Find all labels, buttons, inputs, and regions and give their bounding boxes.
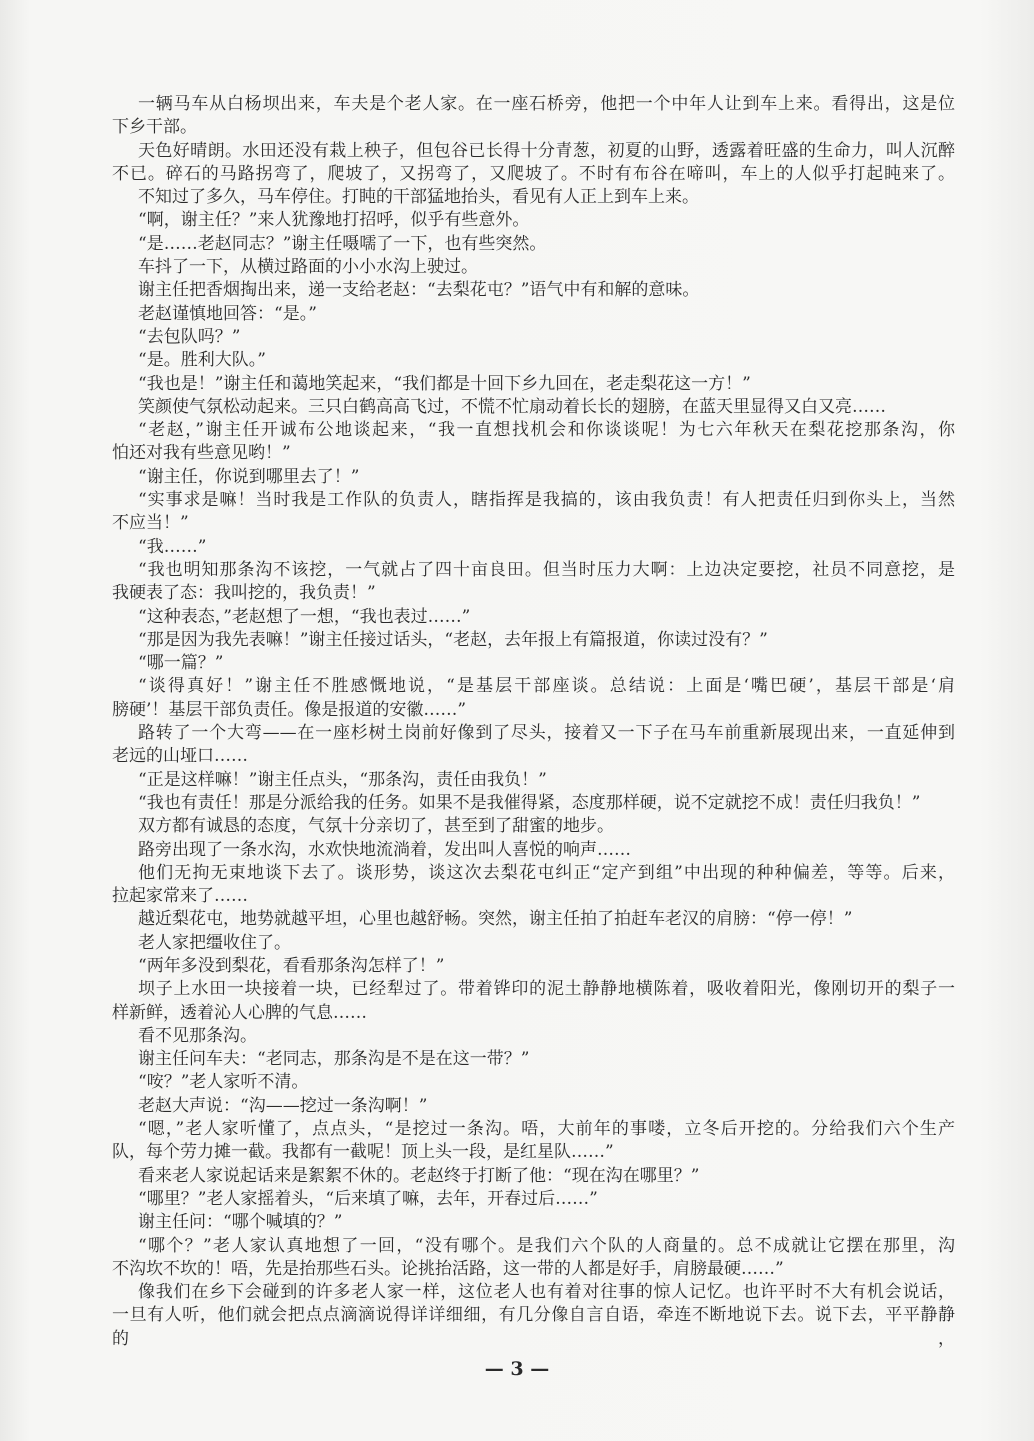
text-line: 越近梨花屯，地势就越平坦，心里也越舒畅。突然，谢主任拍了拍赶车老汉的肩膀：“停一停！” xyxy=(138,909,853,930)
text-line: “啊，谢主任？”来人犹豫地打招呼，似乎有些意外。 xyxy=(138,210,530,231)
text-line: 拉起家常来了…… xyxy=(112,886,248,907)
text-line: 老远的山垭口…… xyxy=(112,746,248,767)
text-line: “嗯，”老人家听懂了，点点头，“是挖过一条沟。唔，大前年的事喽，立冬后开挖的。分给我们六个生产 xyxy=(138,1119,955,1140)
text-line: “这种表态，”老赵想了一想，“我也表过……” xyxy=(138,606,471,627)
page-number: — 3 — xyxy=(484,1358,550,1380)
text-line: 谢主任问车夫：“老同志，那条沟是不是在这一带？” xyxy=(138,1049,530,1070)
text-line: 不知过了多久，马车停住。打盹的干部猛地抬头，看见有人正上到车上来。 xyxy=(138,187,699,208)
text-line: 坝子上水田一块接着一块，已经犁过了。带着铧印的泥土静静地横陈着，吸收着阳光，像刚切开的梨子一 xyxy=(138,979,955,1000)
text-line: 双方都有诚恳的态度，气氛十分亲切了，甚至到了甜蜜的地步。 xyxy=(138,816,614,837)
text-line: 他们无拘无束地谈下去了。谈形势，谈这次去梨花屯纠正“定产到组”中出现的种种偏差，等等。后来， xyxy=(138,862,955,883)
text-line: 看不见那条沟。 xyxy=(138,1025,257,1046)
text-line: 笑颜使气氛松动起来。三只白鹤高高飞过，不慌不忙扇动着长长的翅膀，在蓝天里显得又白又亮…… xyxy=(138,396,886,417)
text-line: 不沟坎不坎的！唔，先是抬那些石头。论挑抬活路，这一带的人都是好手，肩膀最硬……” xyxy=(112,1258,784,1279)
text-line: “我也明知那条沟不该挖，一气就占了四十亩良田。但当时压力大啊：上边决定要挖，社员不同意挖，是 xyxy=(138,559,955,580)
text-line: 队，每个劳力摊一截。我都有一截呢！顶上头一段，是红星队……” xyxy=(112,1142,614,1163)
text-line: 路转了一个大弯——在一座杉树土岗前好像到了尽头，接着又一下子在马车前重新展现出来，一直延伸到 xyxy=(138,723,955,744)
text-line: “我……” xyxy=(138,536,207,557)
text-line: 样新鲜，透着沁人心脾的气息…… xyxy=(112,1002,367,1023)
text-line: “我也是！”谢主任和蔼地笑起来，“我们都是十回下乡九回在，老走梨花这一方！” xyxy=(138,373,751,394)
text-line: 一旦有人听，他们就会把点点滴滴说得详详细细，有几分像自言自语，牵连不断地说下去。说下去，平平静静的， xyxy=(112,1305,955,1349)
text-line: “两年多没到梨花，看看那条沟怎样了！” xyxy=(138,955,445,976)
text-line: “是……老赵同志？”谢主任嗫嚅了一下，也有些突然。 xyxy=(138,233,547,254)
text-line: “正是这样嘛！”谢主任点头，“那条沟，责任由我负！” xyxy=(138,769,547,790)
text-line: “哪里？”老人家摇着头，“后来填了嘛，去年，开春过后……” xyxy=(138,1188,598,1209)
text-line: 天色好晴朗。水田还没有栽上秧子，但包谷已长得十分青葱，初夏的山野，透露着旺盛的生命力，叫人沉醉 xyxy=(138,140,955,161)
text-line: “实事求是嘛！当时我是工作队的负责人，瞎指挥是我搞的，该由我负责！有人把责任归到你头上，当然 xyxy=(138,490,955,511)
text-line: 下乡干部。 xyxy=(112,117,197,138)
text-line: “谈得真好！”谢主任不胜感慨地说，“是基层干部座谈。总结说：上面是‘嘴巴硬’，基层干部是‘肩 xyxy=(138,676,955,697)
text-line: “我也有责任！那是分派给我的任务。如果不是我催得紧，态度那样硬，说不定就挖不成！责任归我负！” xyxy=(138,792,921,813)
text-line: 老赵大声说：“沟——挖过一条沟啊！” xyxy=(138,1095,428,1116)
text-line: “是。胜利大队。” xyxy=(138,350,266,371)
text-line: 我硬表了态：我叫挖的，我负责！” xyxy=(112,583,376,604)
text-line: 一辆马车从白杨坝出来，车夫是个老人家。在一座石桥旁，他把一个中年人让到车上来。看得出，这是位 xyxy=(138,94,955,114)
text-line: 怕还对我有些意见哟！” xyxy=(112,443,291,464)
text-line: 看来老人家说起话来是絮絮不休的。老赵终于打断了他：“现在沟在哪里？” xyxy=(138,1165,700,1186)
text-line: “老赵，”谢主任开诚布公地谈起来，“我一直想找机会和你谈谈呢！为七六年秋天在梨花挖那条沟，你 xyxy=(138,420,955,441)
text-line: 不已。碎石的马路拐弯了，爬坡了，又拐弯了，又爬坡了。不时有布谷在啼叫，车上的人似乎打起盹来了。 xyxy=(112,163,955,184)
text-line: “去包队吗？” xyxy=(138,326,241,347)
text-line: 像我们在乡下会碰到的许多老人家一样，这位老人也有着对往事的惊人记忆。也许平时不大有机会说话， xyxy=(138,1282,955,1303)
text-line: 老赵谨慎地回答：“是。” xyxy=(138,303,317,324)
text-line: “那是因为我先表嘛！”谢主任接过话头，“老赵，去年报上有篇报道，你读过没有？” xyxy=(138,629,768,650)
text-line: “谢主任，你说到哪里去了！” xyxy=(138,466,360,487)
text-line: “咹？”老人家听不清。 xyxy=(138,1072,309,1093)
text-line: 车抖了一下，从横过路面的小小水沟上驶过。 xyxy=(138,257,478,278)
text-line: 谢主任把香烟掏出来，递一支给老赵：“去梨花屯？”语气中有和解的意味。 xyxy=(138,280,700,301)
body-text xyxy=(112,93,955,1349)
text-line: “哪个？”老人家认真地想了一回，“没有哪个。是我们六个队的人商量的。总不成就让它摆在那里，沟 xyxy=(138,1235,955,1256)
text-line: 膀硬’！基层干部负责任。像是报道的安徽……” xyxy=(112,699,467,720)
text-line: “哪一篇？” xyxy=(138,653,224,674)
text-line: 不应当！” xyxy=(112,513,189,534)
text-line: 老人家把缰收住了。 xyxy=(138,932,291,953)
text-line: 路旁出现了一条水沟，水欢快地流淌着，发出叫人喜悦的响声…… xyxy=(138,839,631,860)
text-line: 谢主任问：“哪个喊填的？” xyxy=(138,1212,343,1233)
